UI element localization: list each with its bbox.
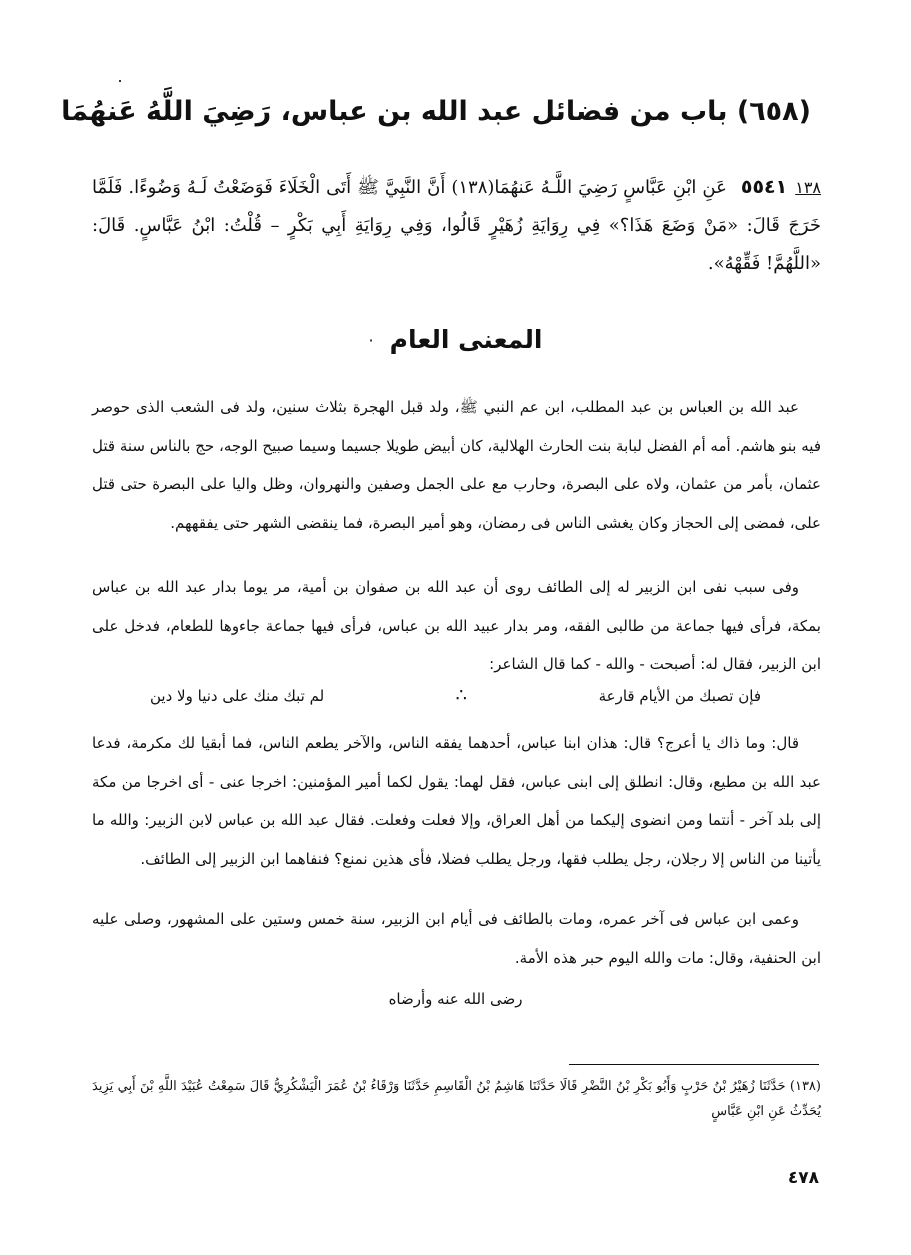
poetry-verse bbox=[150, 678, 761, 714]
hadith-block bbox=[92, 168, 821, 283]
verse-separator: ∴ bbox=[455, 685, 468, 706]
footnote-divider bbox=[569, 1064, 819, 1065]
paragraph-death: وعمى ابن عباس فى آخر عمره، ومات بالطائف فى أيام ابن الزبير، سنة خمس وستين على المشهور، وصلى عليه ابن الحنفية، وقال: مات والله اليوم حبر هذه الأمة. bbox=[92, 910, 821, 967]
paragraph-exile-story: وفى سبب نفى ابن الزبير له إلى الطائف روى أن عبد الله بن صفوان بن أمية، مر يوما بدار عبد الله بن عباس بمكة، فرأى فيها جماعة من طالبى الفقه، ومر بدار عبيد الله بن عباس، فرأى فيها جماعة جاءوها للطعام، فدخل على ابن الزبير، فقال له: أصبحت - والله - كما قال الشاعر: bbox=[92, 578, 821, 673]
closing-line: رضى الله عنه وأرضاه bbox=[388, 990, 523, 1008]
chapter-title: (٦٥٨) باب من فضائل عبد الله بن عباس، رَضِيَ اللَّهُ عَنهُمَا bbox=[61, 96, 811, 127]
paragraph-biography: عبد الله بن العباس بن عبد المطلب، ابن عم النبي ﷺ، ولد قبل الهجرة بثلاث سنين، ولد فى الشعب الذى حوصر فيه بنو هاشم. أمه أم الفضل لبابة بنت الحارث الهلالية، كان أبيض طويلا جسيما وسيما صبيح الوجه، حج بالناس سنة قتل عثمان، بأمر من عثمان، ولاه على البصرة، وحارب مع على الجمل وصفين والنهروان، وظل واليا على البصرة حتى قتل على، فمضى إلى الحجاز وكان يغشى الناس فى رمضان، وهو أمير البصرة، فما ينقضى الشهر حتى يفقههم. bbox=[92, 398, 821, 532]
hadith-sub-number: ١٣٨ bbox=[795, 178, 822, 197]
scan-speck bbox=[119, 80, 121, 82]
verse-first-hemistich: فإن تصبك من الأيام قارعة bbox=[598, 687, 761, 705]
section-heading-text: المعنى العام bbox=[389, 325, 543, 354]
hadith-text: عَنِ ابْنِ عَبَّاسٍ رَضِيَ اللَّـهُ عَنهُمَا(١٣٨) أَنَّ النَّبِيَّ ﷺ أَتَى الْخَلَاءَ فَوَضَعْتُ لَـهُ وَضُوءًا. فَلَمَّا خَرَجَ قَالَ: «مَنْ وَضَعَ هَذَا؟» فِي رِوَايَةِ زُهَيْرٍ قَالُوا، وَفِي رِوَايَةِ أَبِي بَكْرٍ – قُلْتُ: ابْنُ عَبَّاسٍ. قَالَ: «اللَّهُمَّ! فَقِّهْهُ». bbox=[92, 177, 821, 274]
section-heading-mark: · bbox=[368, 331, 374, 350]
footnote: (١٣٨) حَدَّثَنَا زُهَيْرُ بْنُ حَرْبٍ وَأَبُو بَكْرِ بْنُ النَّضْرِ قَالَا حَدَّثَنَا هَاشِمُ بْنُ الْقَاسِمِ حَدَّثَنَا وَرْقَاءُ بْنُ عُمَرَ الْيَشْكُرِيُّ قَالَ سَمِعْتُ عُبَيْدَ اللَّهِ بْنَ أَبِي يَزِيدَ يُحَدِّثُ عَنِ ابْنِ عَبَّاسٍ bbox=[92, 1079, 821, 1119]
paragraph-dialogue: قال: وما ذاك يا أعرج؟ قال: هذان ابنا عباس، أحدهما يفقه الناس، والآخر يطعم الناس، فما أبقيا لك مكرمة، فدعا عبد الله بن مطيع، وقال: انطلق إلى ابنى عباس، فقل لهما: يقول لكما أمير المؤمنين: اخرجا عنى - أى اخرجا من مكة إلى بلد آخر - أنتما ومن انضوى إليكما من أهل العراق، وإلا فعلت وفعلت. فقال عبد الله بن عباس لابن الزبير: والله ما يأتينا من الناس إلا رجلان، رجل يطلب فقها، ورجل يطلب فضلا، فأى هذين نمنع؟ فنفاهما ابن الزبير إلى الطائف. bbox=[92, 734, 821, 868]
verse-second-hemistich: لم تبك منك على دنيا ولا دين bbox=[150, 687, 325, 705]
section-heading bbox=[100, 320, 811, 361]
page-number: ٤٧٨ bbox=[787, 1168, 819, 1188]
hadith-number: ٥٥٤١ bbox=[740, 176, 788, 198]
